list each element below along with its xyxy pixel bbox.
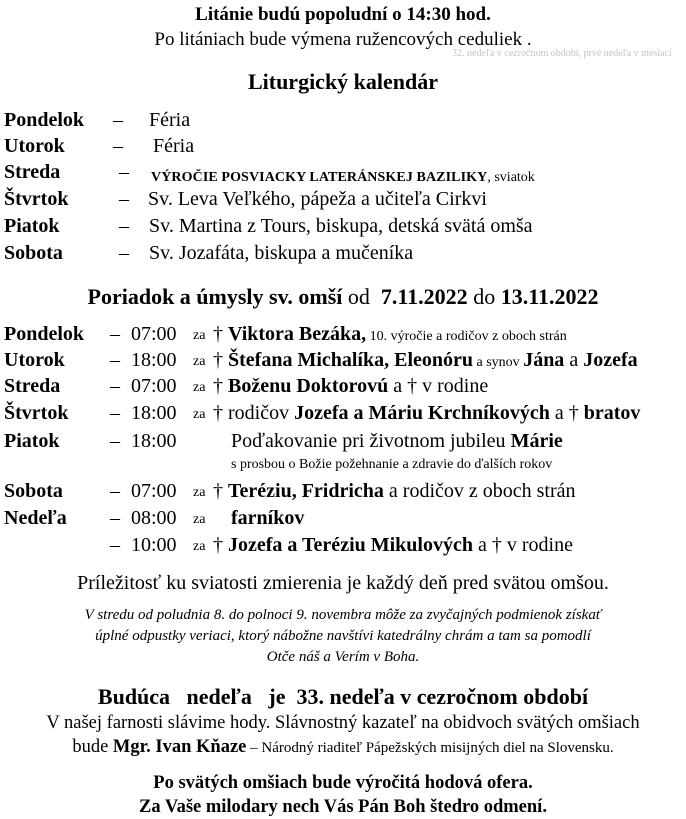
mass-intention: farníkov (231, 507, 305, 529)
calendar-text: Sv. Leva Veľkého, pápeža a učiteľa Cirkvi (148, 188, 487, 210)
mass-day: Piatok (4, 430, 60, 452)
confession-notice: Príležitosť ku sviatosti zmierenia je každý deň pred svätou omšou. (77, 572, 609, 594)
calendar-day: Pondelok (4, 109, 85, 131)
calendar-day: Utorok (4, 135, 65, 157)
mass-intention: † Boženu Doktorovú a † v rodine (213, 375, 489, 397)
calendar-day: Štvrtok (4, 188, 69, 210)
mass-schedule-title: Poriadok a úmysly sv. omší od 7.11.2022 do 13.11.2022 (87, 284, 599, 309)
offering-notice: Po svätých omšiach bude výročitá hodová ofera. (153, 773, 533, 793)
calendar-day: Streda (4, 161, 61, 183)
date-to: 13.11.2022 (500, 284, 599, 309)
mass-time: 08:00 (131, 507, 177, 529)
feast-name: VÝROČIE POSVIACKY LATERÁNSKEJ BAZILIKY (151, 170, 488, 185)
dash: – (113, 109, 123, 131)
mass-intention: Poďakovanie pri životnom jubileu Márie (231, 430, 563, 452)
mass-time: 18:00 (131, 430, 177, 452)
indulgence-line: V stredu od poludnia 8. do polnoci 9. novembra môže za zvyčajných podmienok získať (84, 607, 602, 623)
indulgence-line: Otče náš a Verím v Boha. (266, 649, 420, 665)
dash: – (113, 135, 123, 157)
mass-intention: † Štefana Michalíka, Eleonóru a synov Jána a Jozefa (213, 349, 638, 371)
mass-intention: † rodičov Jozefa a Máriu Krchníkových a † bratov (213, 402, 641, 424)
dash: – (119, 188, 129, 210)
preacher-name: Mgr. Ivan Kňaze (112, 737, 247, 757)
bleed-through-text: 32. nedeľa v cezročnom období, prvé nedeľa v mesiaci (452, 48, 672, 59)
mass-time: 10:00 (131, 534, 177, 556)
calendar-text: Féria (153, 135, 195, 157)
litanies-notice: Litánie budú popoludní o 14:30 hod. (195, 4, 491, 25)
mass-day: Pondelok (4, 323, 85, 345)
mass-day: Nedeľa (4, 507, 67, 529)
calendar-title: Liturgický kalendár (247, 69, 439, 94)
calendar-day: Sobota (4, 242, 63, 264)
mass-intention: † Teréziu, Fridricha a rodičov z oboch strán (213, 480, 576, 502)
mass-day: Sobota (4, 480, 63, 502)
dash: – (119, 215, 129, 237)
mass-day: Utorok (4, 349, 65, 371)
mass-time: 07:00 (131, 375, 177, 397)
next-sunday-title: Budúca nedeľa je 33. nedeľa v cezročnom období (97, 684, 589, 709)
calendar-text: Sv. Martina z Tours, biskupa, detská svätá omša (149, 215, 533, 237)
thanks-notice: Za Vaše milodary nech Vás Pán Boh štedro odmení. (139, 797, 547, 817)
feast-rank: , sviatok (487, 170, 535, 185)
mass-time: 07:00 (131, 323, 177, 345)
indulgence-line: úplné odpustky veriaci, ktorý nábožne navštívi katedrálny chrám a tam sa pomodlí (95, 628, 591, 644)
mass-day: Štvrtok (4, 402, 69, 424)
mass-intention-continued: s prosbou o Božie požehnanie a zdravie do ďalších rokov (231, 457, 553, 472)
dash: – (119, 242, 129, 264)
mass-time: 18:00 (131, 402, 177, 424)
feast-notice: V našej farnosti slávime hody. Slávnostný kazateľ na obidvoch svätých omšiach (46, 713, 640, 733)
rosary-notice: Po litániach bude výmena ružencových ceduliek . (154, 29, 532, 50)
calendar-text: Sv. Jozafáta, biskupa a mučeníka (149, 242, 414, 264)
mass-time: 07:00 (131, 480, 177, 502)
mass-intention: † Jozefa a Teréziu Mikulových a † v rodine (213, 534, 573, 556)
mass-intention: † Viktora Bezáka, 10. výročie a rodičov z oboch strán (213, 323, 567, 345)
preacher-notice: bude Mgr. Ivan Kňaze – Národný riaditeľ Pápežských misijných diel na Slovensku. (72, 737, 614, 757)
mass-time: 18:00 (131, 349, 177, 371)
mass-day: Streda (4, 375, 61, 397)
dash: – (119, 161, 129, 183)
calendar-text: Féria (149, 109, 191, 131)
date-from: 7.11.2022 (380, 284, 468, 309)
calendar-day: Piatok (4, 215, 60, 237)
